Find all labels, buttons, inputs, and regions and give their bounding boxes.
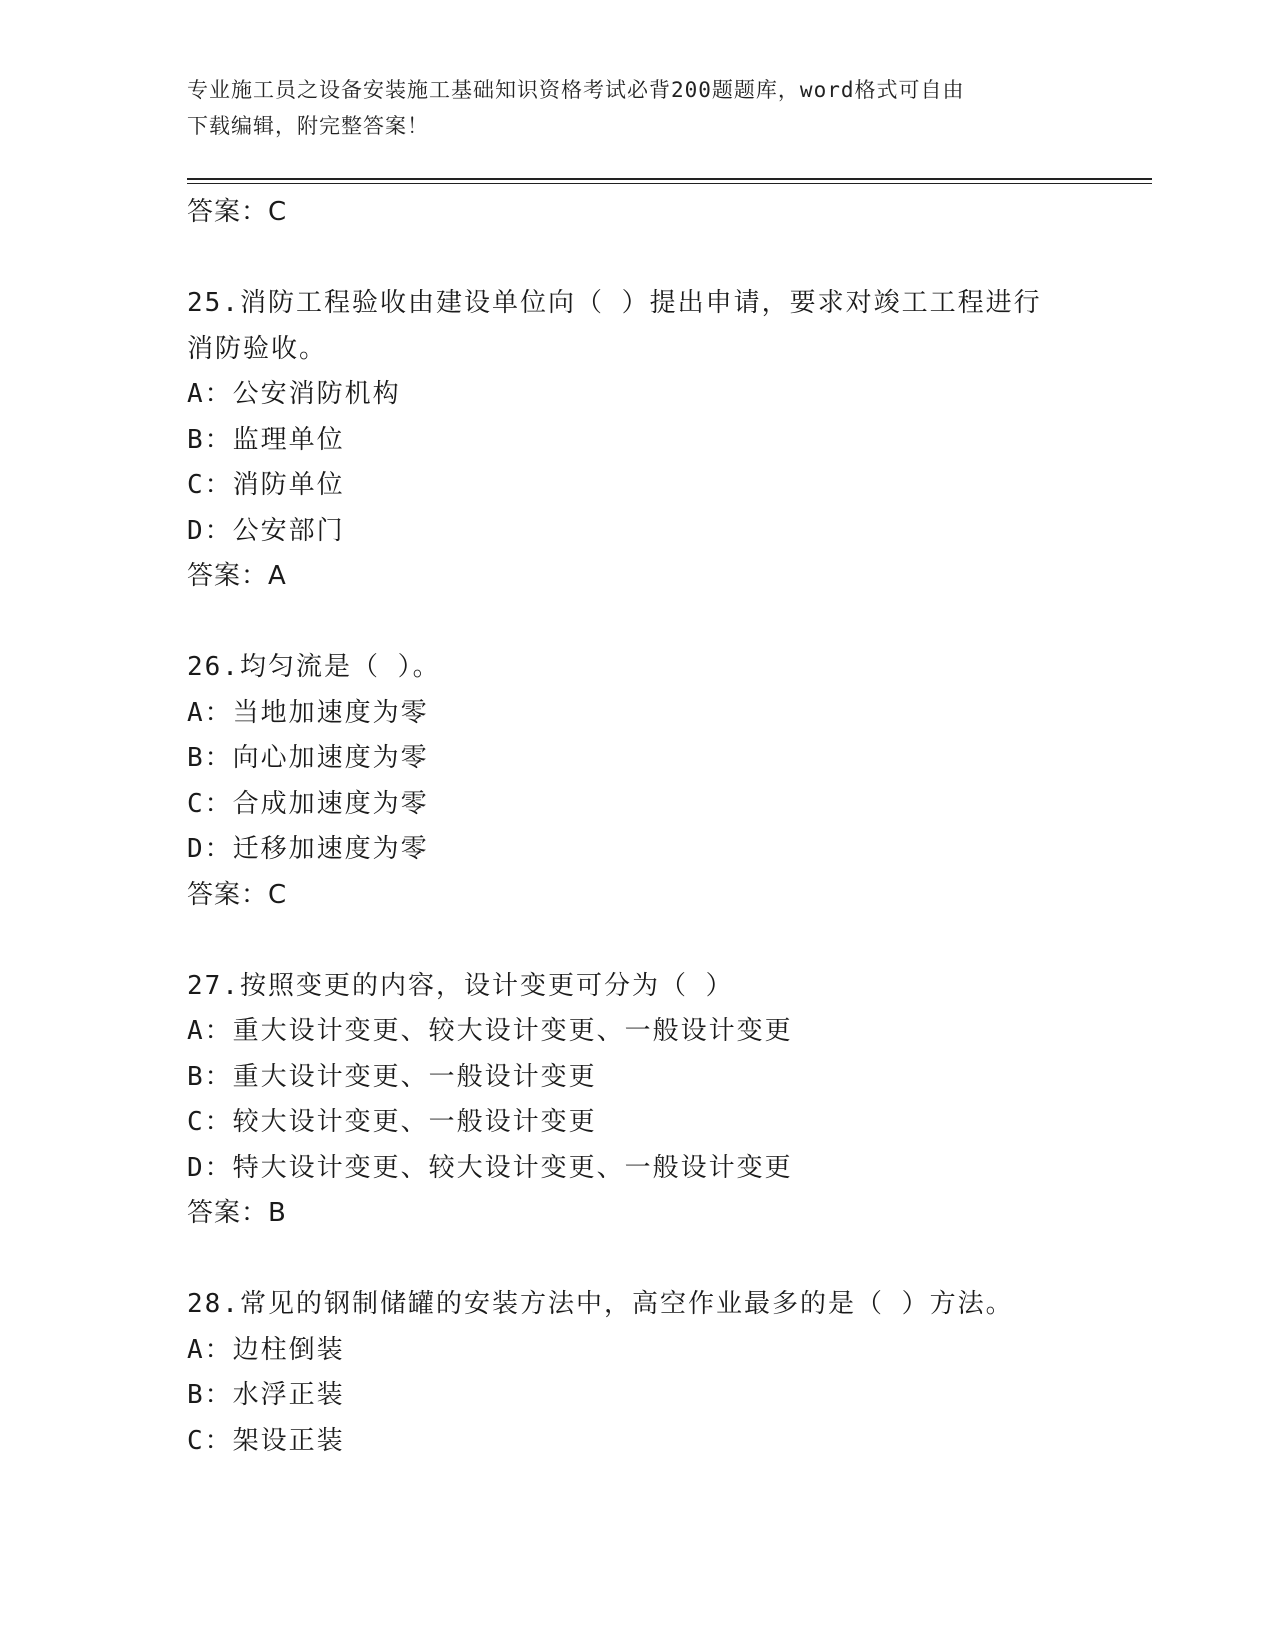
- question-answer: 答案：A: [187, 561, 287, 591]
- previous-answer: 答案：C: [187, 197, 288, 227]
- option-a: A：当地加速度为零: [187, 697, 429, 728]
- question-list: [187, 190, 1127, 1464]
- spacer: [187, 600, 1127, 646]
- option-c: C：合成加速度为零: [187, 788, 429, 819]
- document-header: [187, 72, 1067, 144]
- question-answer: 答案：C: [187, 879, 288, 910]
- question-stem: 26.均匀流是（ ）。: [187, 652, 441, 682]
- question-stem: 25.消防工程验收由建设单位向（ ）提出申请，要求对竣工工程进行: [187, 288, 1042, 318]
- option-c: C：较大设计变更、一般设计变更: [187, 1107, 597, 1137]
- spacer: [187, 918, 1127, 964]
- question-stem: 27.按照变更的内容，设计变更可分为（ ）: [187, 970, 734, 1001]
- option-d: D：特大设计变更、较大设计变更、一般设计变更: [187, 1152, 793, 1183]
- question-stem: 28.常见的钢制储罐的安装方法中，高空作业最多的是（ ）方法。: [187, 1289, 1014, 1319]
- spacer: [187, 236, 1127, 282]
- option-b: B：监理单位: [187, 424, 345, 455]
- option-d: D：迁移加速度为零: [187, 834, 429, 864]
- option-b: B：向心加速度为零: [187, 743, 429, 773]
- option-c: C：消防单位: [187, 470, 345, 500]
- option-b: B：水浮正装: [187, 1380, 345, 1410]
- question-28: [187, 1282, 1127, 1464]
- header-line-1: 专业施工员之设备安装施工基础知识资格考试必背200题题库，word格式可自由: [187, 78, 965, 102]
- question-27: [187, 964, 1127, 1237]
- option-d: D：公安部门: [187, 515, 345, 546]
- question-26: [187, 645, 1127, 918]
- option-b: B：重大设计变更、一般设计变更: [187, 1061, 597, 1092]
- header-line-2: 下载编辑，附完整答案！: [187, 114, 429, 138]
- option-a: A：公安消防机构: [187, 379, 401, 409]
- option-a: A：重大设计变更、较大设计变更、一般设计变更: [187, 1016, 793, 1046]
- question-25: [187, 281, 1127, 600]
- option-c: C：架设正装: [187, 1425, 345, 1456]
- header-divider-thin: [187, 183, 1152, 184]
- header-divider-thick: [187, 178, 1152, 180]
- question-answer: 答案：B: [187, 1198, 287, 1228]
- option-a: A：边柱倒装: [187, 1334, 345, 1365]
- spacer: [187, 1237, 1127, 1283]
- question-stem-continued: 消防验收。: [187, 333, 328, 364]
